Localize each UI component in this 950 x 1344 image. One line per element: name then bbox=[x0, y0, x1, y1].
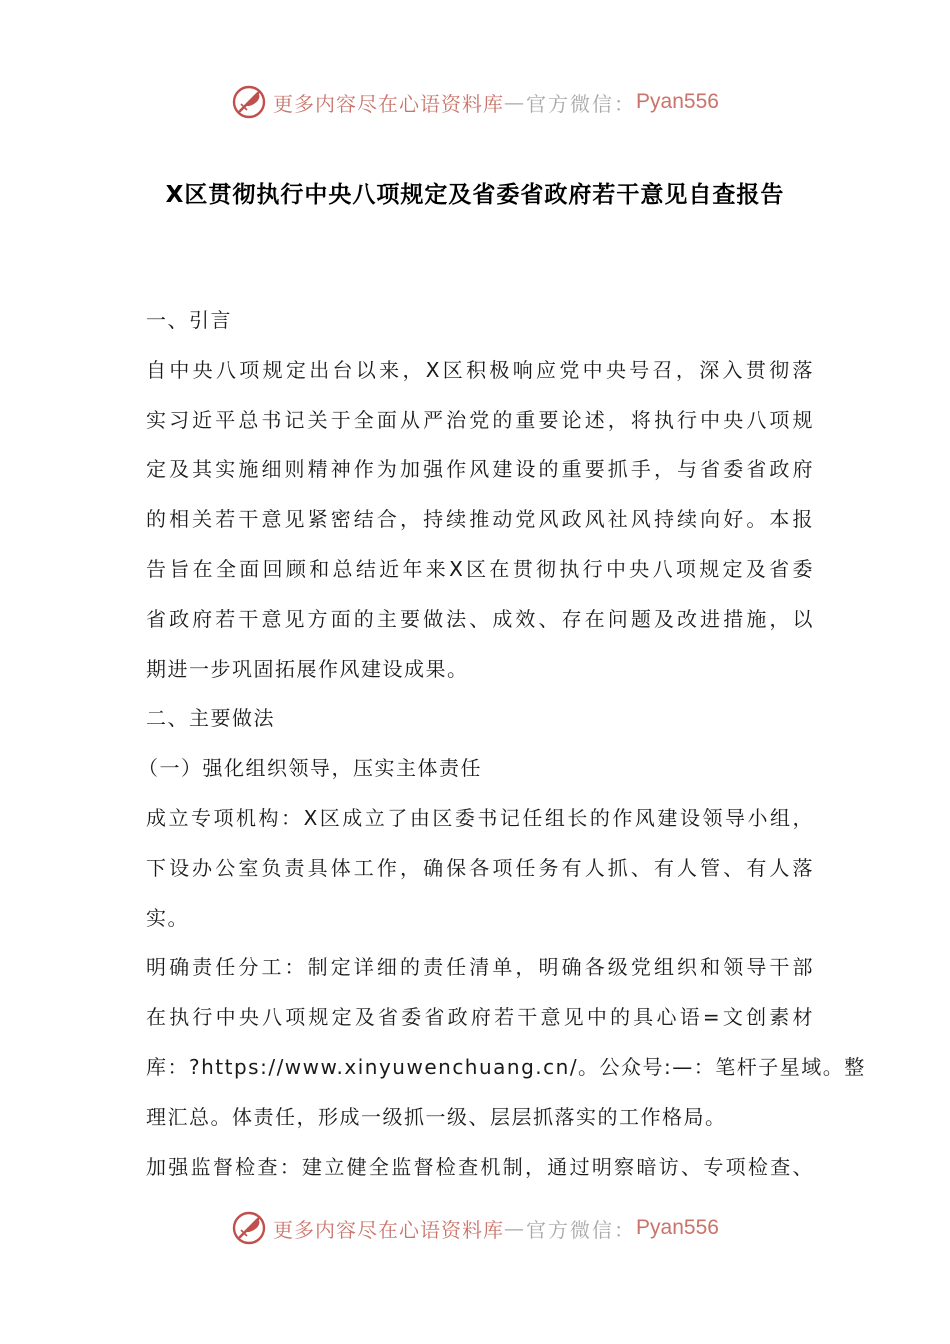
paragraph-line: 在执行中央八项规定及省委省政府若干意见中的具心语=文创素材 bbox=[146, 1005, 814, 1030]
watermark-wechat-id: Pyan556 bbox=[636, 1216, 719, 1239]
paragraph-line: 库：?https://www.xinyuwenchuang.cn/。公众号:—：笔杆子星域。整 bbox=[146, 1054, 866, 1079]
watermark-banner-top bbox=[0, 82, 950, 122]
document-title: X区贯彻执行中央八项规定及省委省政府若干意见自查报告 bbox=[165, 182, 785, 208]
paragraph-line: 自中央八项规定出台以来，X区积极响应党中央号召，深入贯彻落 bbox=[146, 357, 814, 382]
paragraph-line: 加强监督检查：建立健全监督检查机制，通过明察暗访、专项检查、 bbox=[146, 1154, 814, 1179]
paragraph-line: 期进一步巩固拓展作风建设成果。 bbox=[146, 656, 469, 681]
watermark-slogan: 更多内容尽在心语资料库 bbox=[273, 91, 505, 116]
watermark-wechat-label: 官方微信： bbox=[526, 91, 637, 116]
watermark-wechat-id: Pyan556 bbox=[636, 90, 719, 113]
watermark-dash: — bbox=[504, 90, 527, 114]
quill-logo-icon bbox=[231, 84, 267, 120]
subsection-heading: （一）强化组织领导，压实主体责任 bbox=[138, 756, 482, 781]
watermark-wechat-label: 官方微信： bbox=[526, 1217, 637, 1242]
paragraph-line: 实。 bbox=[146, 905, 189, 930]
paragraph-line: 明确责任分工：制定详细的责任清单，明确各级党组织和领导干部 bbox=[146, 955, 814, 980]
watermark-dash: — bbox=[504, 1216, 527, 1240]
paragraph-line: 省政府若干意见方面的主要做法、成效、存在问题及改进措施，以 bbox=[146, 606, 814, 631]
quill-logo-icon bbox=[231, 1210, 267, 1246]
paragraph-line: 告旨在全面回顾和总结近年来X区在贯彻执行中央八项规定及省委 bbox=[146, 556, 814, 581]
section-heading: 一、引言 bbox=[146, 308, 232, 332]
watermark-banner-bottom bbox=[0, 1208, 950, 1248]
watermark-slogan: 更多内容尽在心语资料库 bbox=[273, 1217, 505, 1242]
paragraph-line: 实习近平总书记关于全面从严治党的重要论述，将执行中央八项规 bbox=[146, 407, 814, 432]
paragraph-line: 下设办公室负责具体工作，确保各项任务有人抓、有人管、有人落 bbox=[146, 855, 814, 880]
document-body bbox=[138, 296, 866, 1192]
section-heading: 二、主要做法 bbox=[146, 706, 275, 731]
paragraph-line: 理汇总。体责任，形成一级抓一级、层层抓落实的工作格局。 bbox=[146, 1104, 727, 1129]
paragraph-line: 成立专项机构：X区成立了由区委书记任组长的作风建设领导小组， bbox=[146, 805, 814, 830]
paragraph-line: 的相关若干意见紧密结合，持续推动党风政风社风持续向好。本报 bbox=[146, 507, 814, 532]
paragraph-line: 定及其实施细则精神作为加强作风建设的重要抓手，与省委省政府 bbox=[146, 457, 814, 482]
